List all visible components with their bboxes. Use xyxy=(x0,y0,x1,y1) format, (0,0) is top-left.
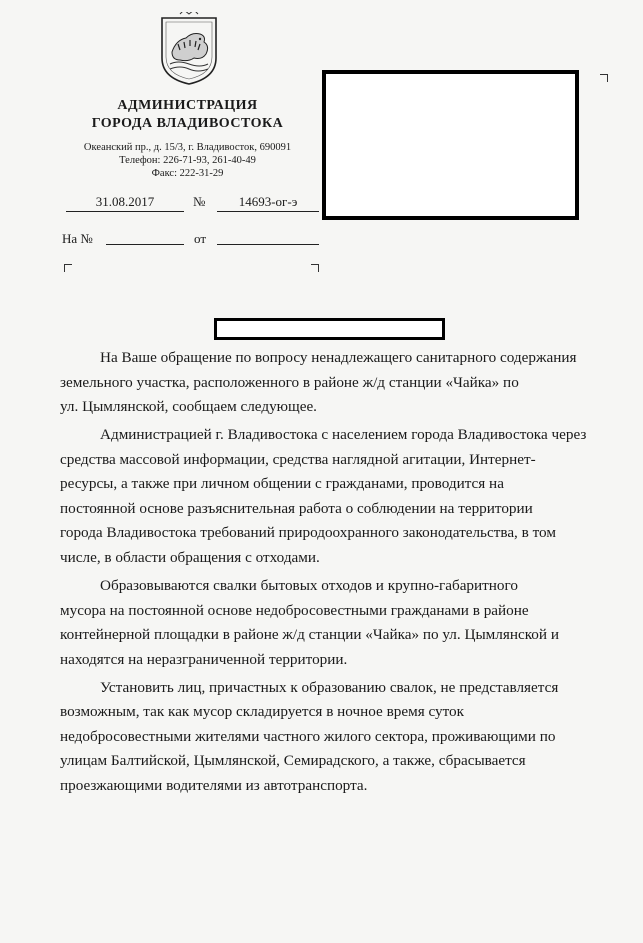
org-name-line1: АДМИНИСТРАЦИЯ xyxy=(117,98,258,113)
corner-bracket-top-right xyxy=(311,264,319,272)
text-line: находятся на неразграниченной территории. xyxy=(60,650,348,668)
org-phone: Телефон: 226-71-93, 261-40-49 xyxy=(119,155,256,166)
org-fax: Факс: 222-31-29 xyxy=(151,168,224,179)
text-line: земельного участка, расположенного в районе ж/д станции «Чайка» по xyxy=(60,373,519,391)
text-line: улицам Балтийской, Цымлянской, Семирадского, а также, сбрасывается xyxy=(60,752,526,770)
paragraph-2 xyxy=(60,423,613,571)
ref-number-blank xyxy=(106,230,184,245)
text-line: ул. Цымлянской, сообщаем следующее. xyxy=(60,398,317,416)
redacted-addressee-block xyxy=(322,70,579,220)
redacted-salutation xyxy=(214,318,445,340)
text-line: Образовываются свалки бытовых отходов и крупно-габаритного xyxy=(100,576,518,594)
corner-bracket-addressee xyxy=(600,74,608,82)
paragraph-3 xyxy=(60,574,613,672)
letter-date: 31.08.2017 xyxy=(95,194,155,209)
text-line: ресурсы, а также при личном общении с гражданами, проводится на xyxy=(60,475,504,493)
text-line: контейнерной площадки в районе ж/д станции «Чайка» по ул. Цымлянской и xyxy=(60,626,559,644)
number-label: № xyxy=(193,194,206,209)
text-line: На Ваше обращение по вопросу ненадлежащего санитарного содержания xyxy=(100,349,577,366)
text-line: города Владивостока требований природоохранного законодательства, в том xyxy=(60,524,556,542)
org-address: Океанский пр., д. 15/3, г. Владивосток, 690091 xyxy=(83,142,292,153)
ref-from-label: от xyxy=(194,231,207,246)
text-line: недобросовестными жителями частного жилого сектора, проживающими по xyxy=(60,727,556,745)
ref-number-label: На № xyxy=(62,231,93,246)
letter-number-field xyxy=(217,194,319,212)
coat-of-arms-emblem xyxy=(158,12,220,86)
text-line: Администрацией г. Владивостока с населением города Владивостока через xyxy=(100,426,587,444)
text-line: мусора на постоянной основе недобросовестными гражданами в районе xyxy=(60,601,529,619)
letter-number: 14693-ог-э xyxy=(238,194,298,209)
text-line: Установить лиц, причастных к образованию свалок, не представляется xyxy=(100,678,559,696)
text-line: возможным, так как мусор складируется в ночное время суток xyxy=(60,703,465,721)
paragraph-1 xyxy=(60,346,613,420)
letter-body xyxy=(60,346,613,802)
letter-date-field xyxy=(66,194,184,212)
corner-bracket-top-left xyxy=(64,264,72,272)
text-line: постоянной основе разъяснительная работа о соблюдении на территории xyxy=(60,499,533,517)
ref-date-blank xyxy=(217,230,319,245)
paragraph-4 xyxy=(60,676,613,799)
text-line: средства массовой информации, средства наглядной агитации, Интернет- xyxy=(60,450,536,468)
text-line: числе, в области обращения с отходами. xyxy=(60,549,320,567)
org-name-line2: ГОРОДА ВЛАДИВОСТОКА xyxy=(91,116,284,131)
text-line: проезжающими водителями из автотранспорта. xyxy=(60,776,368,794)
